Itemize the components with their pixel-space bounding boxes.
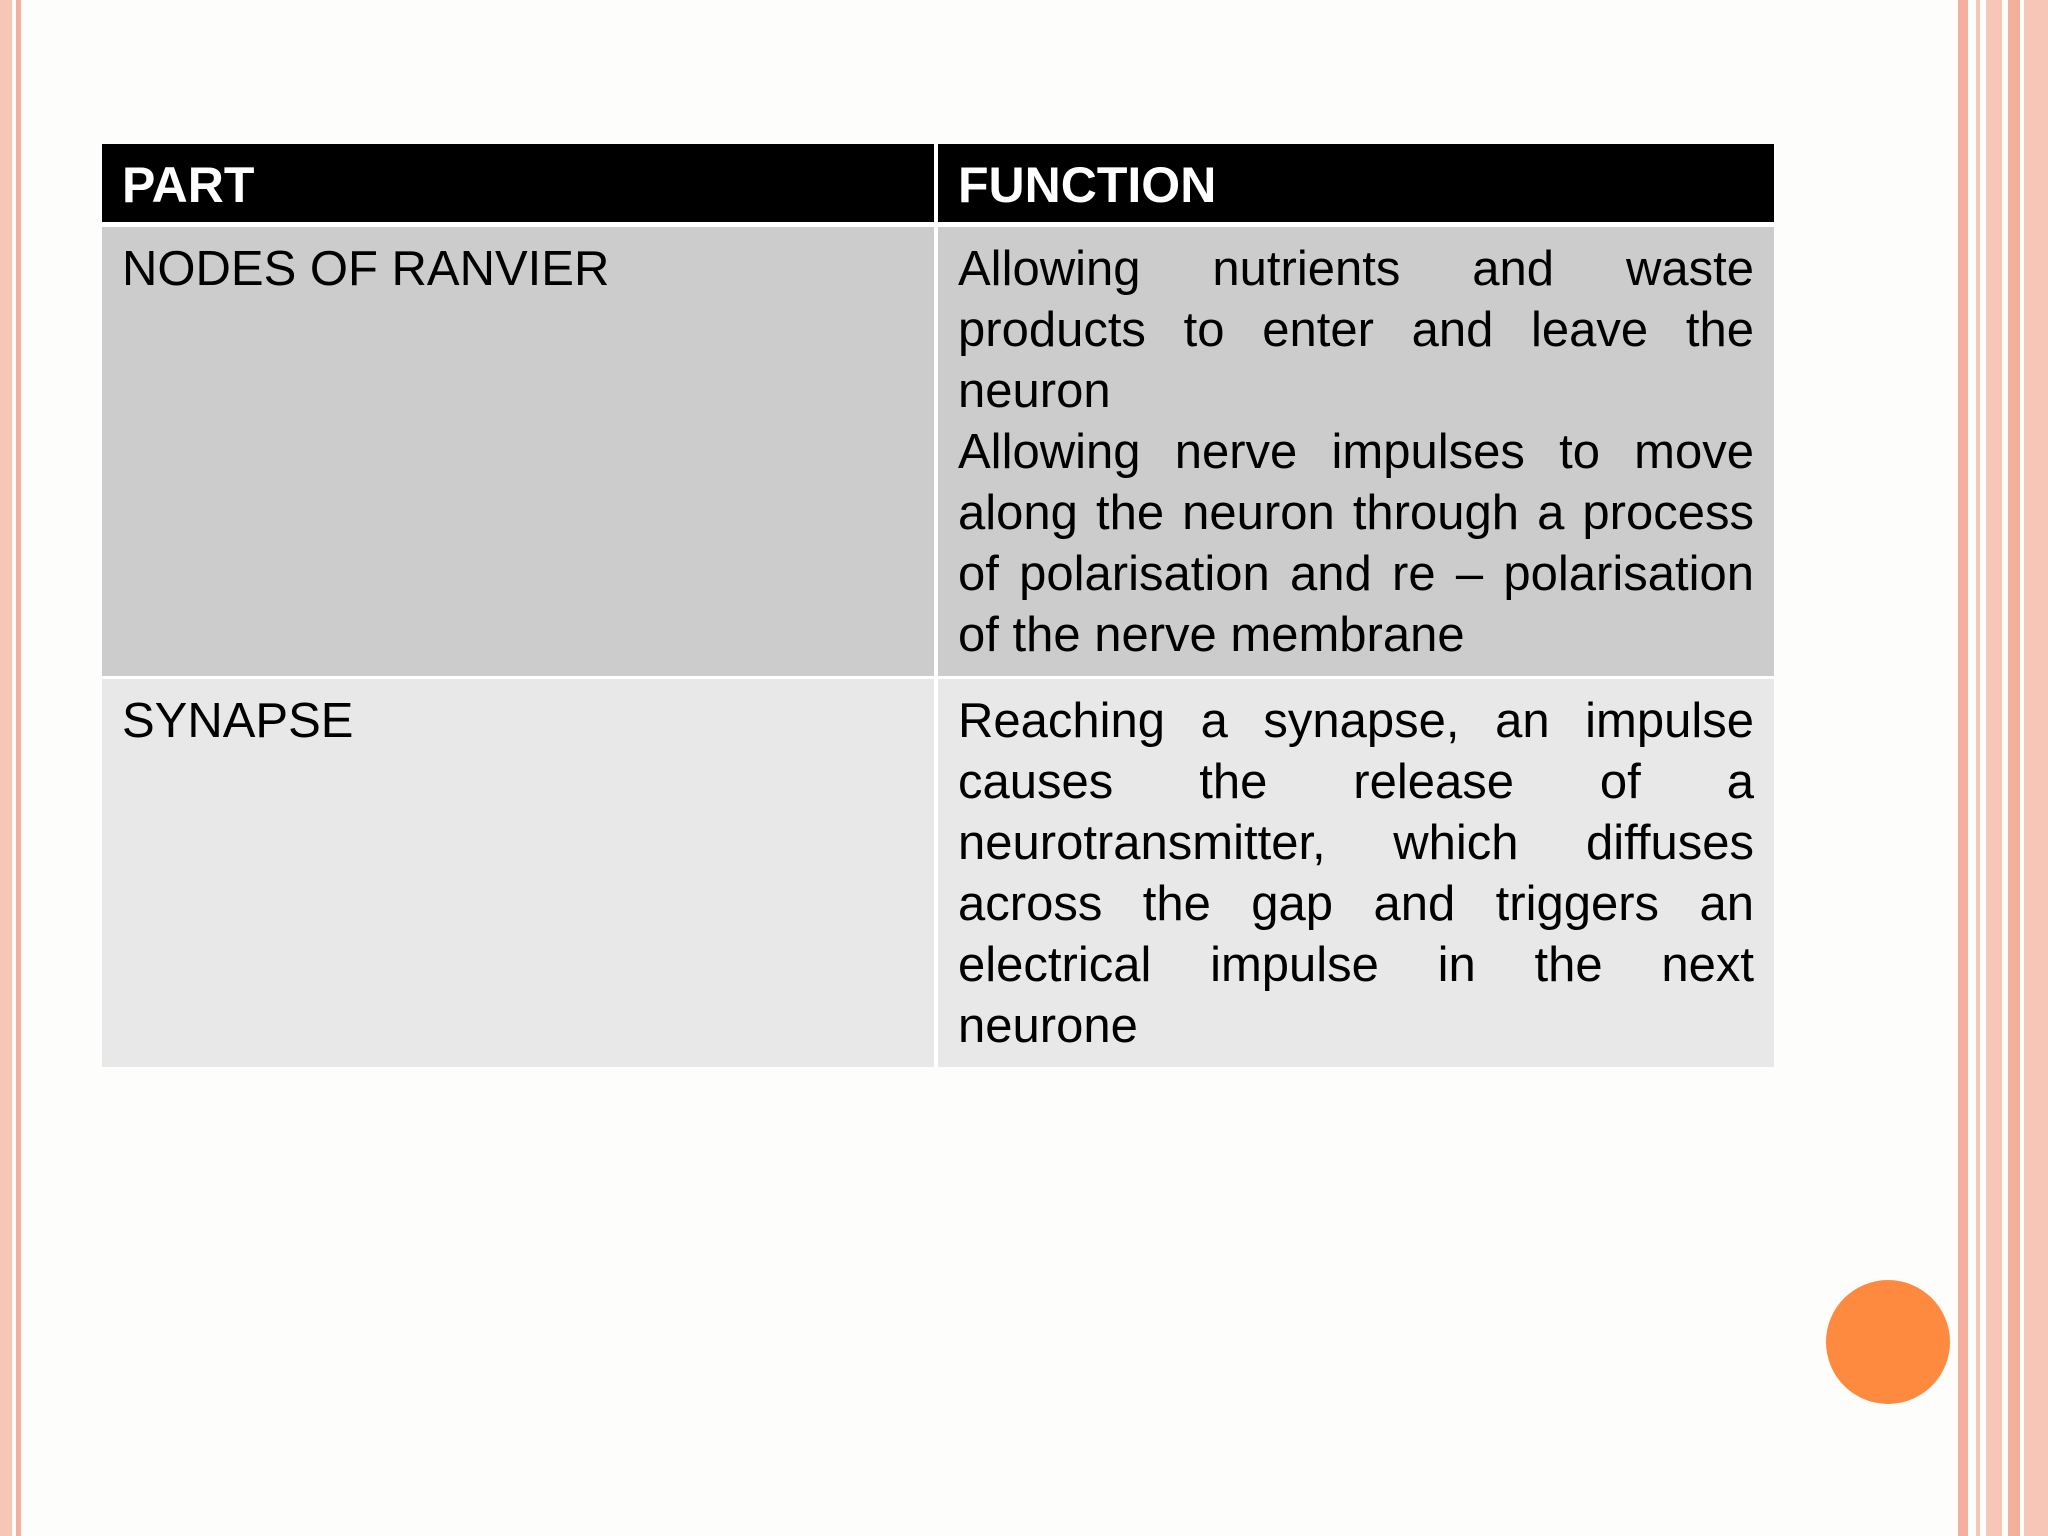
left-border-stripe xyxy=(16,0,21,1536)
function-text: Allowing nutrients and waste products to enter and leave the neuron xyxy=(958,242,1754,418)
column-header-function: FUNCTION xyxy=(936,144,1774,225)
function-text: Reaching a synapse, an impulse causes the release of a neurotransmitter, which diffuses across the gap and triggers an electrical impulse in the next neurone xyxy=(958,694,1754,1053)
column-header-part: PART xyxy=(102,144,936,225)
right-border-stripe xyxy=(2008,0,2020,1536)
table-header-row xyxy=(102,144,1774,225)
function-text: Allowing nerve impulses to move along the neuron through a process of polarisation and re – polarisation of the nerve membrane xyxy=(958,425,1754,662)
part-cell: NODES OF RANVIER xyxy=(102,225,936,678)
right-border-stripe xyxy=(2024,0,2048,1536)
function-cell xyxy=(936,678,1774,1068)
table-row xyxy=(102,225,1774,678)
left-border-stripe xyxy=(0,0,12,1536)
right-border-stripe xyxy=(1958,0,1968,1536)
part-function-table xyxy=(102,144,1774,1067)
part-cell: SYNAPSE xyxy=(102,678,936,1068)
table-row xyxy=(102,678,1774,1068)
function-cell xyxy=(936,225,1774,678)
right-border-stripe xyxy=(1976,0,1980,1536)
right-border-stripe xyxy=(1986,0,2002,1536)
decorative-circle xyxy=(1826,1280,1950,1404)
